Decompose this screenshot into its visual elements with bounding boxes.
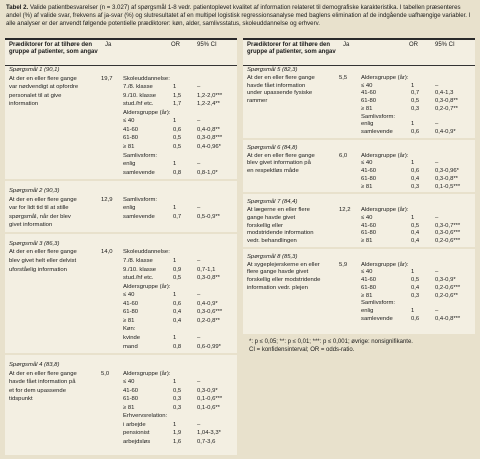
- variable-label: samlevende: [123, 213, 155, 220]
- odds-ratio: 0,9: [173, 266, 182, 273]
- variable-label: Aldersgruppe (år):: [361, 152, 409, 159]
- ja-percent: 12,9: [101, 196, 113, 203]
- odds-ratio: 0,6: [173, 126, 182, 133]
- predictor-text: At lægerne en eller flere: [247, 207, 310, 213]
- odds-ratio: 0,3: [411, 105, 420, 112]
- ja-percent: 14,0: [101, 249, 113, 256]
- question-heading: Spørgsmål 1 (90,1): [9, 67, 60, 73]
- variable-label: 61-80: [361, 175, 377, 182]
- odds-ratio: 0,3: [411, 292, 420, 299]
- variable-label: Samlivsform:: [123, 196, 158, 203]
- confidence-interval: 1,2-2,0***: [197, 92, 223, 99]
- odds-ratio: 0,5: [411, 222, 420, 229]
- table-footnote: [249, 338, 475, 354]
- variable-label: ≤ 40: [123, 292, 135, 299]
- variable-label: ≥ 81: [123, 317, 135, 324]
- odds-ratio: 1: [173, 292, 177, 299]
- variable-label: ≥ 81: [361, 238, 373, 244]
- predictor-text: under upassende fysiske: [247, 90, 313, 97]
- variable-label: ≤ 40: [361, 214, 373, 221]
- or-column-header: OR: [409, 42, 418, 48]
- header-rule: [243, 65, 475, 66]
- ja-column-header: Ja: [343, 42, 350, 48]
- confidence-interval: 0,3-0,7***: [435, 222, 461, 229]
- predictor-text: forskellig eller modstridende: [247, 277, 321, 283]
- odds-ratio: 0,4: [173, 309, 182, 316]
- confidence-interval: 0,6-0,99*: [197, 343, 221, 350]
- variable-label: 7./8. klasse: [123, 84, 153, 91]
- odds-ratio: 0,7: [411, 90, 420, 97]
- variable-label: Aldersgruppe (år):: [123, 283, 171, 290]
- predictor-text: havde fået information: [247, 82, 306, 89]
- confidence-interval: 0,1-0,5***: [435, 183, 461, 190]
- predictor-text: At der en eller flere gange: [9, 196, 77, 203]
- section-divider: [243, 138, 475, 140]
- confidence-interval: –: [197, 84, 201, 91]
- variable-label: 61-80: [361, 98, 377, 104]
- question-heading: Spørgsmål 5 (82,3): [247, 67, 298, 73]
- ci-column-header: 95% CI: [435, 42, 455, 48]
- odds-ratio: 1: [173, 421, 177, 428]
- section-divider: [5, 179, 237, 181]
- variable-label: i arbejde: [123, 421, 146, 428]
- variable-label: 61-80: [361, 284, 377, 291]
- confidence-interval: 0,3-0,6***: [197, 309, 223, 316]
- variable-label: enlig: [123, 161, 136, 168]
- odds-ratio: 1: [411, 269, 415, 276]
- odds-ratio: 0,8: [173, 343, 182, 350]
- predictor-text: spørgsmål, når der blev: [9, 213, 71, 220]
- predictor-text: At der en eller flere gange: [247, 74, 315, 81]
- confidence-interval: –: [435, 160, 439, 167]
- variable-label: mand: [123, 343, 138, 350]
- variable-label: 41-60: [361, 222, 377, 229]
- ja-column-header: Ja: [105, 42, 112, 48]
- odds-ratio: 0,6: [411, 315, 420, 322]
- predictor-text: forskellig eller: [247, 222, 284, 229]
- variable-label: 61-80: [123, 396, 139, 403]
- predictor-column-header: Prædiktorer for at tilhøre den gruppe af patienter, som angav: [9, 42, 98, 56]
- ja-percent: 5,0: [101, 370, 110, 377]
- variable-label: stud./hf etc.: [123, 101, 154, 108]
- predictor-text: havde fået information på: [9, 379, 76, 386]
- variable-label: ≥ 81: [361, 292, 373, 299]
- odds-ratio: 0,5: [173, 387, 182, 394]
- confidence-interval: 0,3-0,96*: [435, 168, 459, 174]
- abbreviation-note: CI = konfidensinterval; OR = odds-ratio.: [249, 347, 355, 353]
- variable-label: ≥ 81: [123, 404, 135, 411]
- predictor-text: information: [9, 101, 39, 108]
- variable-label: Aldersgruppe (år):: [361, 74, 409, 81]
- or-column-header: OR: [171, 42, 180, 48]
- variable-label: pensionist: [123, 430, 150, 437]
- odds-ratio: 1: [411, 121, 415, 128]
- confidence-interval: 0,3-0,9*: [197, 387, 218, 394]
- confidence-interval: 1,2-2,4**: [197, 101, 220, 108]
- variable-label: samlevende: [361, 129, 393, 135]
- confidence-interval: 0,4-0,9*: [435, 129, 456, 135]
- question-heading: Spørgsmål 6 (84,8): [247, 144, 298, 151]
- variable-label: Køn:: [123, 326, 136, 333]
- confidence-interval: –: [197, 118, 201, 125]
- table-caption: [6, 4, 474, 28]
- odds-ratio: 1,9: [173, 430, 182, 437]
- variable-label: 41-60: [361, 168, 377, 174]
- variable-label: Aldersgruppe (år):: [361, 207, 409, 213]
- variable-label: enlig: [123, 205, 136, 212]
- predictor-text: At sygeplejerskerne en eller: [247, 261, 320, 268]
- variable-label: 61-80: [123, 135, 139, 142]
- variable-label: 9./10. klasse: [123, 266, 157, 273]
- confidence-interval: –: [197, 379, 201, 386]
- confidence-interval: –: [197, 334, 201, 341]
- confidence-interval: 1,04-3,3*: [197, 430, 221, 437]
- predictor-text: blev givet information på: [247, 160, 311, 167]
- confidence-interval: –: [435, 214, 439, 221]
- confidence-interval: 0,4-1,3: [435, 90, 454, 97]
- predictor-text: uforståelig information: [9, 266, 67, 273]
- odds-ratio: 0,3: [411, 183, 420, 190]
- odds-ratio: 0,5: [173, 135, 182, 142]
- variable-label: Aldersgruppe (år):: [361, 261, 409, 268]
- predictor-text: rammer: [247, 98, 268, 104]
- variable-label: ≥ 81: [361, 105, 373, 112]
- odds-ratio: 1: [173, 258, 177, 264]
- odds-ratio: 1: [411, 308, 415, 314]
- confidence-interval: –: [435, 121, 439, 128]
- variable-label: Skoleuddannelse:: [123, 249, 170, 256]
- odds-ratio: 0,5: [411, 277, 420, 283]
- odds-ratio: 0,4: [411, 175, 420, 182]
- confidence-interval: 0,1-0,6**: [197, 404, 220, 411]
- variable-label: Skoleuddannelse:: [123, 75, 170, 82]
- predictor-text: blev givet helt eller delvist: [9, 258, 77, 264]
- section-divider: [243, 192, 475, 194]
- confidence-interval: 0,4-0,9*: [197, 300, 218, 307]
- odds-ratio: 0,3: [173, 404, 182, 411]
- question-heading: Spørgsmål 7 (84,4): [247, 199, 298, 206]
- variable-label: Aldersgruppe (år):: [123, 109, 171, 116]
- right-table-panel: [243, 38, 475, 334]
- variable-label: Samlivsform:: [361, 300, 396, 307]
- predictor-text: personalet til at give: [9, 92, 62, 99]
- variable-label: ≤ 40: [123, 379, 135, 386]
- confidence-interval: 0,2-0,6***: [435, 284, 461, 291]
- ja-percent: 12,2: [339, 207, 351, 213]
- predictor-text: var nødvendigt at opfordre: [9, 84, 79, 91]
- variable-label: 61-80: [123, 309, 139, 316]
- confidence-interval: 0,2-0,7**: [435, 105, 458, 112]
- variable-label: 61-80: [361, 230, 377, 237]
- odds-ratio: 0,4: [411, 238, 420, 244]
- variable-label: 7./8. klasse: [123, 258, 153, 264]
- predictor-text: en respektløs måde: [247, 168, 299, 174]
- section-divider: [5, 353, 237, 355]
- variable-label: ≤ 40: [123, 118, 135, 125]
- confidence-interval: –: [435, 269, 439, 276]
- confidence-interval: 0,4-0,96*: [197, 143, 221, 150]
- section-divider: [5, 232, 237, 234]
- confidence-interval: 0,2-0,8**: [197, 317, 220, 324]
- confidence-interval: 0,1-0,6***: [197, 396, 223, 403]
- odds-ratio: 1: [173, 205, 177, 212]
- confidence-interval: –: [435, 82, 439, 89]
- odds-ratio: 1: [411, 82, 415, 89]
- variable-label: kvinde: [123, 334, 141, 341]
- predictor-text: flere gange havde givet: [247, 269, 309, 276]
- question-heading: Spørgsmål 3 (86,3): [9, 240, 60, 247]
- variable-label: ≥ 81: [123, 143, 135, 150]
- variable-label: ≤ 40: [361, 269, 373, 276]
- odds-ratio: 0,8: [173, 169, 182, 176]
- predictor-column-header: Prædiktorer for at tilhøre den gruppe af patienter, som angav: [247, 42, 336, 56]
- confidence-interval: 0,2-0,6***: [435, 238, 461, 244]
- predictor-text: tidspunkt: [9, 396, 33, 403]
- odds-ratio: 0,4: [173, 317, 182, 324]
- variable-label: 41-60: [361, 90, 377, 97]
- predictor-text: modstridende information: [247, 230, 314, 237]
- ja-percent: 6,0: [339, 152, 348, 159]
- predictor-text: At der en eller flere gange: [9, 370, 77, 377]
- variable-label: 9./10. klasse: [123, 92, 157, 99]
- odds-ratio: 1: [173, 334, 177, 341]
- odds-ratio: 1,7: [173, 101, 182, 108]
- odds-ratio: 1: [173, 84, 177, 91]
- variable-label: Samlivsform:: [123, 152, 158, 159]
- ja-percent: 5,5: [339, 74, 348, 81]
- odds-ratio: 1: [173, 379, 177, 386]
- predictor-text: var for lidt tid til at stille: [9, 205, 69, 212]
- odds-ratio: 0,5: [411, 98, 420, 104]
- variable-label: ≤ 40: [361, 82, 373, 89]
- confidence-interval: –: [197, 421, 201, 428]
- odds-ratio: 0,5: [173, 275, 182, 282]
- confidence-interval: –: [197, 161, 201, 168]
- variable-label: stud./hf etc.: [123, 275, 154, 282]
- variable-label: 41-60: [123, 126, 139, 133]
- confidence-interval: –: [435, 308, 439, 314]
- variable-label: 41-60: [123, 300, 139, 307]
- variable-label: ≥ 81: [361, 183, 373, 190]
- odds-ratio: 1,5: [173, 92, 182, 99]
- confidence-interval: 0,3-0,6***: [435, 230, 461, 237]
- confidence-interval: 0,2-0,6**: [435, 292, 458, 299]
- odds-ratio: 0,5: [173, 143, 182, 150]
- confidence-interval: –: [197, 258, 201, 264]
- predictor-text: gange havde givet: [247, 214, 296, 221]
- caption-label: Tabel 2.: [6, 4, 29, 11]
- odds-ratio: 1,6: [173, 439, 182, 445]
- variable-label: Aldersgruppe (år):: [123, 370, 171, 377]
- variable-label: samlevende: [123, 169, 155, 176]
- header-rule: [5, 65, 237, 66]
- variable-label: enlig: [361, 121, 374, 128]
- variable-label: samlevende: [361, 315, 393, 322]
- confidence-interval: 0,8-1,0*: [197, 169, 218, 176]
- odds-ratio: 1: [173, 161, 177, 168]
- confidence-interval: 0,3-0,8***: [197, 135, 223, 142]
- left-table-panel: [5, 38, 237, 455]
- odds-ratio: 1: [411, 160, 415, 167]
- variable-label: ≤ 40: [361, 160, 373, 167]
- odds-ratio: 1: [173, 118, 177, 125]
- predictor-text: information vedr. plejen: [247, 284, 308, 291]
- section-divider: [243, 247, 475, 249]
- confidence-interval: –: [197, 292, 201, 299]
- ci-column-header: 95% CI: [197, 42, 217, 48]
- odds-ratio: 1: [411, 214, 415, 221]
- variable-label: enlig: [361, 308, 374, 314]
- odds-ratio: 0,6: [411, 129, 420, 135]
- predictor-text: At der en eller flere gange: [9, 75, 77, 82]
- predictor-text: givet information: [9, 222, 53, 229]
- question-heading: Spørgsmål 4 (83,8): [9, 362, 60, 369]
- odds-ratio: 0,6: [173, 300, 182, 307]
- variable-label: Samlivsform:: [361, 113, 396, 120]
- odds-ratio: 0,4: [411, 284, 420, 291]
- question-heading: Spørgsmål 2 (90,3): [9, 188, 60, 195]
- ja-percent: 5,9: [339, 261, 348, 268]
- ja-percent: 19,7: [101, 75, 113, 82]
- confidence-interval: –: [197, 205, 201, 212]
- confidence-interval: 0,7-1,1: [197, 266, 216, 273]
- odds-ratio: 0,6: [411, 168, 420, 174]
- variable-label: 41-60: [123, 387, 139, 394]
- confidence-interval: 0,4-0,8**: [197, 126, 220, 133]
- confidence-interval: 0,4-0,8***: [435, 315, 461, 322]
- confidence-interval: 0,5-0,9**: [197, 213, 220, 220]
- predictor-text: At der en eller flere gange: [247, 152, 315, 159]
- predictor-text: At der en eller flere gange: [9, 249, 77, 256]
- confidence-interval: 0,7-3,6: [197, 439, 216, 445]
- confidence-interval: 0,3-0,8**: [435, 175, 458, 182]
- odds-ratio: 0,3: [173, 396, 182, 403]
- variable-label: arbejdsløs: [123, 439, 151, 445]
- significance-note: *: p ≤ 0,05; **: p ≤ 0,01; ***: p ≤ 0,001; øvrige: nonsignifikante.: [249, 339, 413, 345]
- odds-ratio: 0,7: [173, 213, 182, 220]
- predictor-text: vedr. behandlingen: [247, 238, 297, 244]
- variable-label: Erhvervsrelation:: [123, 413, 168, 420]
- confidence-interval: 0,3-0,9*: [435, 277, 456, 283]
- question-heading: Spørgsmål 8 (85,3): [247, 253, 298, 260]
- confidence-interval: 0,3-0,8**: [197, 275, 220, 282]
- caption-text: Valide patientbesvarelser (n = 3.027) af spørgsmål 1-8 vedr. patientoplevet kvalitet af information relateret til demografiske karakteristika. I tabellen præsenteres andel (%) af valide svar, frekvens af ja-svar (%) og slutresultatet af en multipel logistisk regressionsanalyse med baglens elimination af de indgående uafhængige variabler. I alle analyser er der anvendt følgende potentielle prædiktorer: køn, alder, samlivsstatus, skoleuddannelse og erhverv.: [6, 4, 471, 27]
- predictor-text: et for dem upassende: [9, 387, 66, 394]
- confidence-interval: 0,3-0,8**: [435, 98, 458, 104]
- variable-label: 41-60: [361, 277, 377, 283]
- odds-ratio: 0,4: [411, 230, 420, 237]
